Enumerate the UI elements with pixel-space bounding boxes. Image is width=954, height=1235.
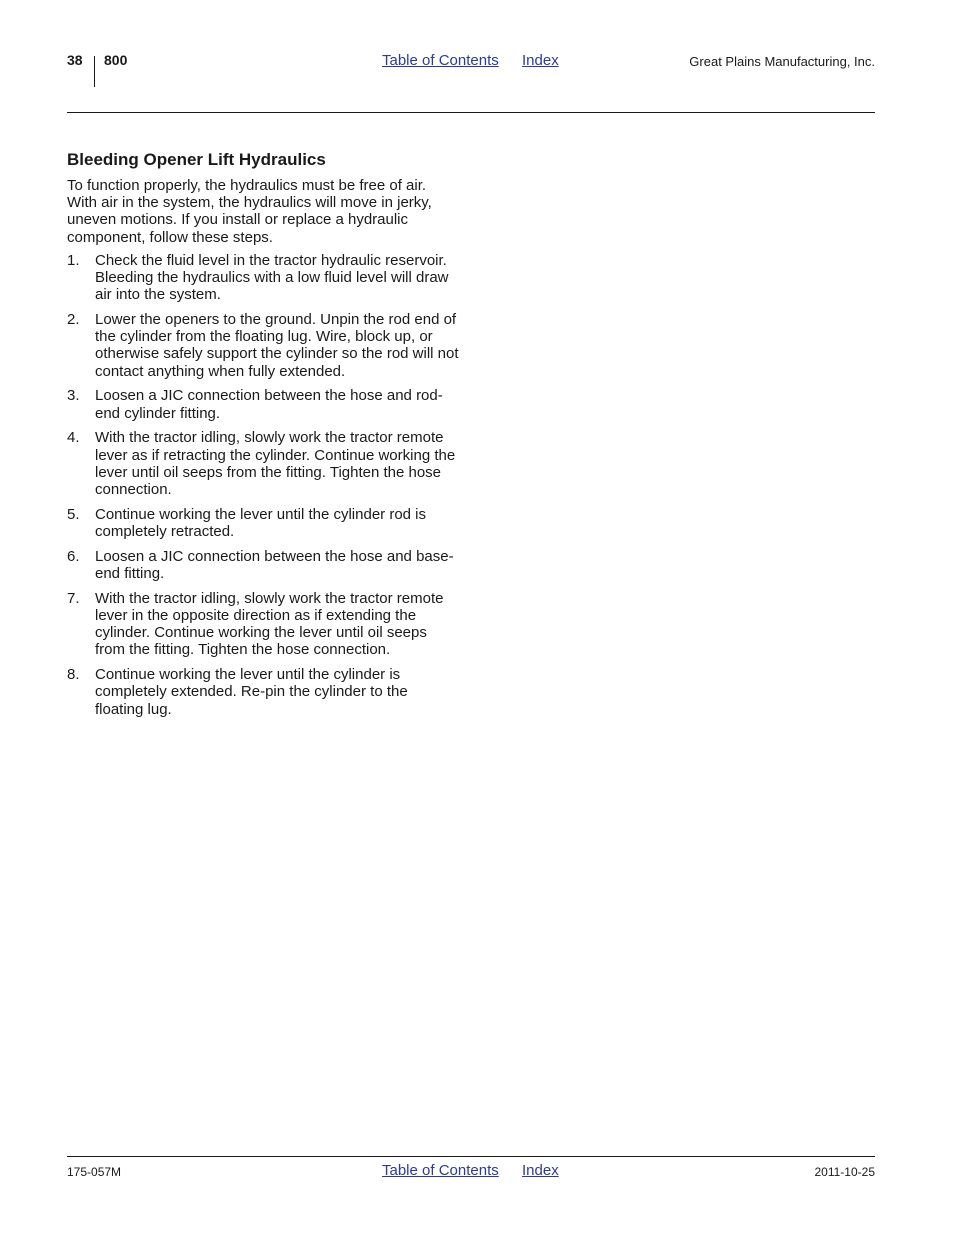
step-number: 2.	[67, 311, 80, 329]
header-divider	[94, 56, 95, 87]
list-item	[67, 311, 459, 380]
step-number: 5.	[67, 505, 80, 523]
document-date: 2011-10-25	[814, 1165, 875, 1179]
header-rule	[67, 112, 875, 113]
step-number: 1.	[67, 251, 80, 269]
document-number: 175-057M	[67, 1165, 122, 1179]
step-text: Check the fluid level in the tractor hydraulic reservoir. Bleeding the hydraulics with a low fluid level will draw air into the system.	[95, 251, 449, 304]
header-toc-link[interactable]: Table of Contents	[382, 52, 499, 69]
list-item	[67, 387, 459, 421]
footer-toc-link[interactable]: Table of Contents	[382, 1162, 499, 1179]
list-item	[67, 666, 459, 718]
list-item	[67, 548, 459, 582]
list-item	[67, 506, 459, 540]
step-number: 7.	[67, 589, 80, 607]
step-text: Loosen a JIC connection between the hose and base-end fitting.	[95, 547, 454, 583]
main-content	[67, 149, 459, 725]
model-number: 800	[104, 52, 128, 68]
step-text: Loosen a JIC connection between the hose and rod-end cylinder fitting.	[95, 387, 443, 422]
steps-list	[67, 252, 459, 718]
section-title: Bleeding Opener Lift Hydraulics	[67, 150, 326, 169]
header-index-link[interactable]: Index	[522, 52, 559, 69]
step-text: With the tractor idling, slowly work the tractor remote lever as if retracting the cylinder. Continue working the lever until oil seeps from the fitting. Tighten the hose connection.	[95, 429, 456, 499]
company-name: Great Plains Manufacturing, Inc.	[689, 54, 875, 69]
step-text: Lower the openers to the ground. Unpin the rod end of the cylinder from the floating lug. Wire, block up, or otherwise safely support the cylinder so the rod will not contact anything when fully extended.	[95, 311, 459, 380]
step-number: 8.	[67, 666, 80, 684]
intro-paragraph: To function properly, the hydraulics must be free of air. With air in the system, the hydraulics will move in jerky, uneven motions. If you install or replace a hydraulic component, follow these steps.	[67, 177, 432, 246]
step-text: With the tractor idling, slowly work the tractor remote lever in the opposite direction as if extending the cylinder. Continue working the lever until oil seeps from the fitting. Tighten the hose connection.	[95, 589, 444, 659]
list-item	[67, 429, 459, 498]
step-text: Continue working the lever until the cylinder is completely extended. Re-pin the cylinder to the floating lug.	[95, 666, 408, 718]
list-item	[67, 590, 459, 659]
step-number: 3.	[67, 387, 80, 405]
page-number: 38	[67, 52, 83, 68]
step-number: 4.	[67, 429, 80, 447]
step-text: Continue working the lever until the cylinder rod is completely retracted.	[95, 505, 427, 541]
list-item	[67, 252, 459, 304]
footer-index-link[interactable]: Index	[522, 1162, 559, 1179]
footer-rule	[67, 1156, 875, 1157]
step-number: 6.	[67, 547, 80, 565]
